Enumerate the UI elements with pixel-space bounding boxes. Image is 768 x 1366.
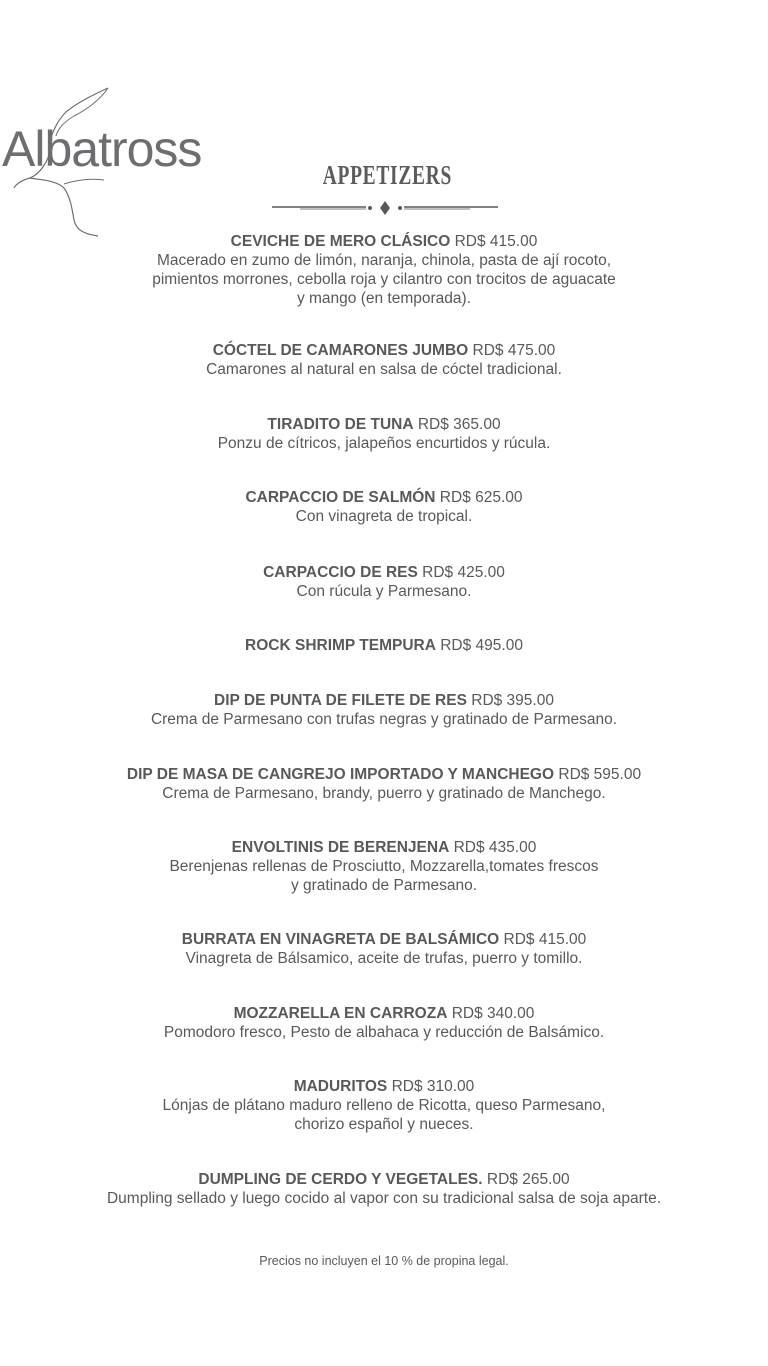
menu-item-description: Berenjenas rellenas de Prosciutto, Mozzarella,tomates frescos (169, 858, 599, 875)
menu-item-price: RD$ 475.00 (468, 342, 556, 359)
footer-note: Precios no incluyen el 10 % de propina legal. (259, 1254, 509, 1268)
menu-item (0, 1077, 768, 1134)
menu-item (0, 341, 768, 379)
menu-item-description: Pomodoro fresco, Pesto de albahaca y reducción de Balsámico. (163, 1024, 605, 1041)
menu-item-description: Vinagreta de Bálsamico, aceite de trufas, puerro y tomillo. (185, 950, 583, 967)
menu-item (0, 232, 768, 308)
menu-item (0, 930, 768, 968)
menu-item-description: Camarones al natural en salsa de cóctel tradicional. (206, 361, 562, 378)
section-title: APPETIZERS (322, 160, 453, 190)
menu-item-description: Lónjas de plátano maduro relleno de Ricotta, queso Parmesano, (162, 1097, 606, 1114)
menu-item-name: BURRATA EN VINAGRETA DE BALSÁMICO (181, 931, 500, 948)
menu-item-description: Con rúcula y Parmesano. (296, 583, 472, 600)
menu-item-name: CÓCTEL DE CAMARONES JUMBO (212, 342, 469, 359)
section-heading (0, 160, 768, 191)
menu-item-description: Ponzu de cítricos, jalapeños encurtidos y rúcula. (217, 435, 551, 452)
menu-item-name: DIP DE MASA DE CANGREJO IMPORTADO Y MANCHEGO (126, 766, 555, 783)
menu-item (0, 415, 768, 453)
menu-item-price: RD$ 265.00 (482, 1171, 570, 1188)
menu-item-price: RD$ 395.00 (466, 692, 554, 709)
menu-item (0, 1170, 768, 1208)
menu-item (0, 1004, 768, 1042)
menu-item-name: MADURITOS (293, 1078, 388, 1095)
menu-item-price: RD$ 340.00 (447, 1005, 535, 1022)
menu-item-description: y gratinado de Parmesano. (290, 877, 478, 894)
menu-item-name: DIP DE PUNTA DE FILETE DE RES (214, 692, 467, 709)
menu-item-name: CEVICHE DE MERO CLÁSICO (230, 233, 451, 250)
menu-item-price: RD$ 415.00 (499, 931, 587, 948)
menu-item-price: RD$ 310.00 (387, 1078, 475, 1095)
menu-item (0, 636, 768, 655)
menu-item-name: ENVOLTINIS DE BERENJENA (231, 839, 450, 856)
menu-item (0, 765, 768, 803)
menu-item-name: MOZZARELLA EN CARROZA (233, 1005, 448, 1022)
menu-item-price: RD$ 365.00 (413, 416, 501, 433)
menu-item-name: CARPACCIO DE RES (263, 564, 418, 581)
menu-item-price: RD$ 595.00 (554, 766, 642, 783)
menu-item-price: RD$ 495.00 (435, 637, 523, 654)
menu-item (0, 488, 768, 526)
menu-item-name: TIRADITO DE TUNA (267, 416, 414, 433)
menu-item-name: CARPACCIO DE SALMÓN (245, 489, 436, 506)
menu-item-description: Con vinagreta de tropical. (295, 508, 473, 525)
menu-item-price: RD$ 415.00 (450, 233, 538, 250)
brand-name: Albatross (2, 121, 202, 177)
menu-item-name: DUMPLING DE CERDO Y VEGETALES. (198, 1171, 483, 1188)
menu-item-description: Dumpling sellado y luego cocido al vapor con su tradicional salsa de soja aparte. (106, 1190, 662, 1207)
menu-item-description: y mango (en temporada). (296, 290, 472, 307)
menu-item-description: pimientos morrones, cebolla roja y cilantro con trocitos de aguacate (152, 271, 616, 288)
menu-item-price: RD$ 425.00 (417, 564, 505, 581)
menu-item-price: RD$ 625.00 (435, 489, 523, 506)
menu-item-description: Macerado en zumo de limón, naranja, chinola, pasta de ají rocoto, (156, 252, 612, 269)
ornament-divider (270, 198, 500, 218)
menu-item (0, 838, 768, 895)
menu-item (0, 691, 768, 729)
menu-item (0, 563, 768, 601)
menu-item-name: ROCK SHRIMP TEMPURA (245, 637, 436, 654)
menu-item-description: Crema de Parmesano con trufas negras y gratinado de Parmesano. (150, 711, 618, 728)
menu-item-description: chorizo español y nueces. (294, 1116, 474, 1133)
menu-item-description: Crema de Parmesano, brandy, puerro y gratinado de Manchego. (162, 785, 606, 802)
menu-item-price: RD$ 435.00 (449, 839, 537, 856)
